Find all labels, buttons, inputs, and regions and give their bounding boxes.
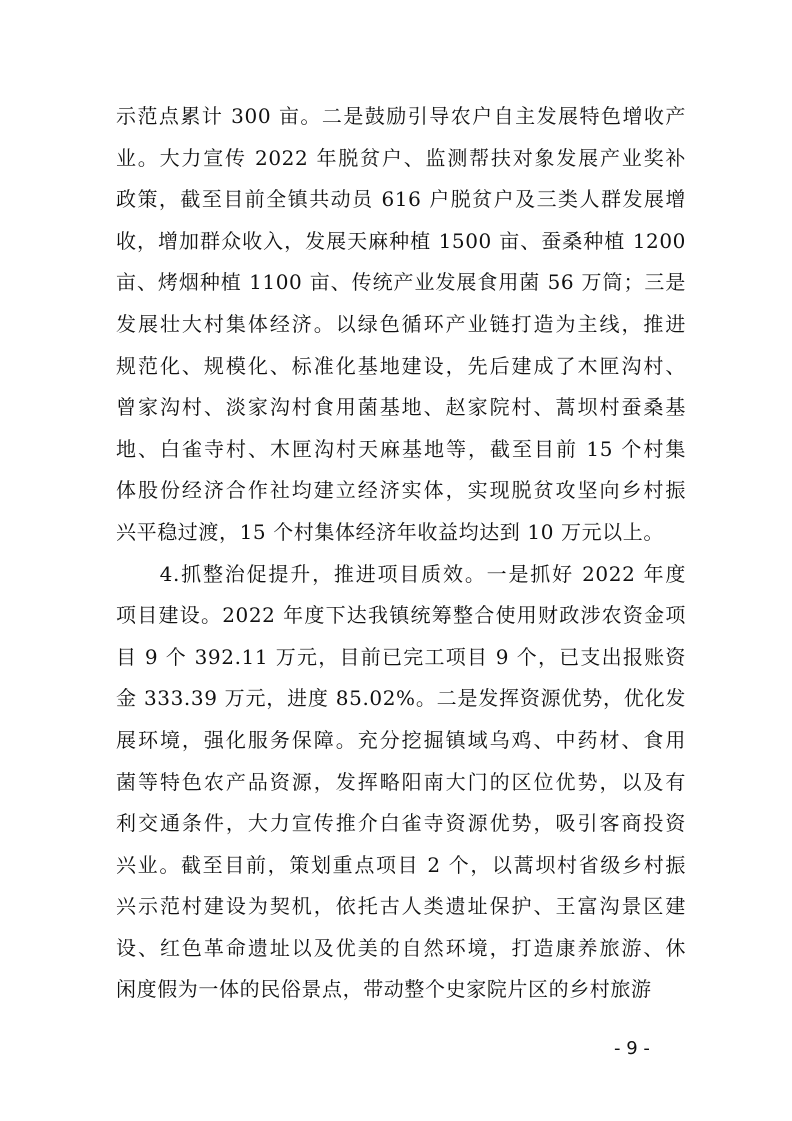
text-line: 金 333.39 万元，进度 85.02%。二是发挥资源优势，优化发 bbox=[116, 686, 686, 711]
text-line: 发展壮大村集体经济。以绿色循环产业链打造为主线，推进 bbox=[116, 311, 686, 336]
text-line: 曾家沟村、淡家沟村食用菌基地、赵家院村、蒿坝村蚕桑基 bbox=[116, 395, 686, 420]
text-line: 目 9 个 392.11 万元，目前已完工项目 9 个，已支出报账资 bbox=[116, 644, 686, 669]
text-line: 兴业。截至目前，策划重点项目 2 个，以蒿坝村省级乡村振 bbox=[116, 852, 686, 877]
text-line: 闲度假为一体的民俗景点，带动整个史家院片区的乡村旅游 bbox=[116, 977, 652, 1002]
page-number: - 9 - bbox=[614, 1038, 650, 1059]
text-line: 利交通条件，大力宣传推介白雀寺资源优势，吸引客商投资 bbox=[116, 811, 686, 836]
text-line: 规范化、规模化、标准化基地建设，先后建成了木匣沟村、 bbox=[116, 353, 686, 378]
body-text bbox=[116, 96, 686, 1011]
text-line: 项目建设。2022 年度下达我镇统筹整合使用财政涉农资金项 bbox=[116, 603, 686, 628]
text-line: 业。大力宣传 2022 年脱贫户、监测帮扶对象发展产业奖补 bbox=[116, 145, 686, 170]
text-line: 兴平稳过渡，15 个村集体经济年收益均达到 10 万元以上。 bbox=[116, 519, 664, 544]
text-line: 示范点累计 300 亩。二是鼓励引导农户自主发展特色增收产 bbox=[116, 104, 686, 128]
text-line: 展环境，强化服务保障。充分挖掘镇域乌鸡、中药材、食用 bbox=[116, 727, 686, 752]
text-line: 设、红色革命遗址以及优美的自然环境，打造康养旅游、休 bbox=[116, 935, 686, 960]
text-line: 政策，截至目前全镇共动员 616 户脱贫户及三类人群发展增 bbox=[116, 187, 686, 212]
text-line: 4.抓整治促提升，推进项目质效。一是抓好 2022 年度 bbox=[116, 561, 686, 586]
text-line: 收，增加群众收入，发展天麻种植 1500 亩、蚕桑种植 1200 bbox=[116, 228, 686, 253]
text-line: 地、白雀寺村、木匣沟村天麻基地等，截至目前 15 个村集 bbox=[116, 436, 686, 461]
text-line: 兴示范村建设为契机，依托古人类遗址保护、王富沟景区建 bbox=[116, 894, 686, 919]
text-line: 亩、烤烟种植 1100 亩、传统产业发展食用菌 56 万筒；三是 bbox=[116, 270, 686, 295]
text-line: 菌等特色农产品资源，发挥略阳南大门的区位优势，以及有 bbox=[116, 769, 686, 794]
text-line: 体股份经济合作社均建立经济实体，实现脱贫攻坚向乡村振 bbox=[116, 478, 686, 503]
